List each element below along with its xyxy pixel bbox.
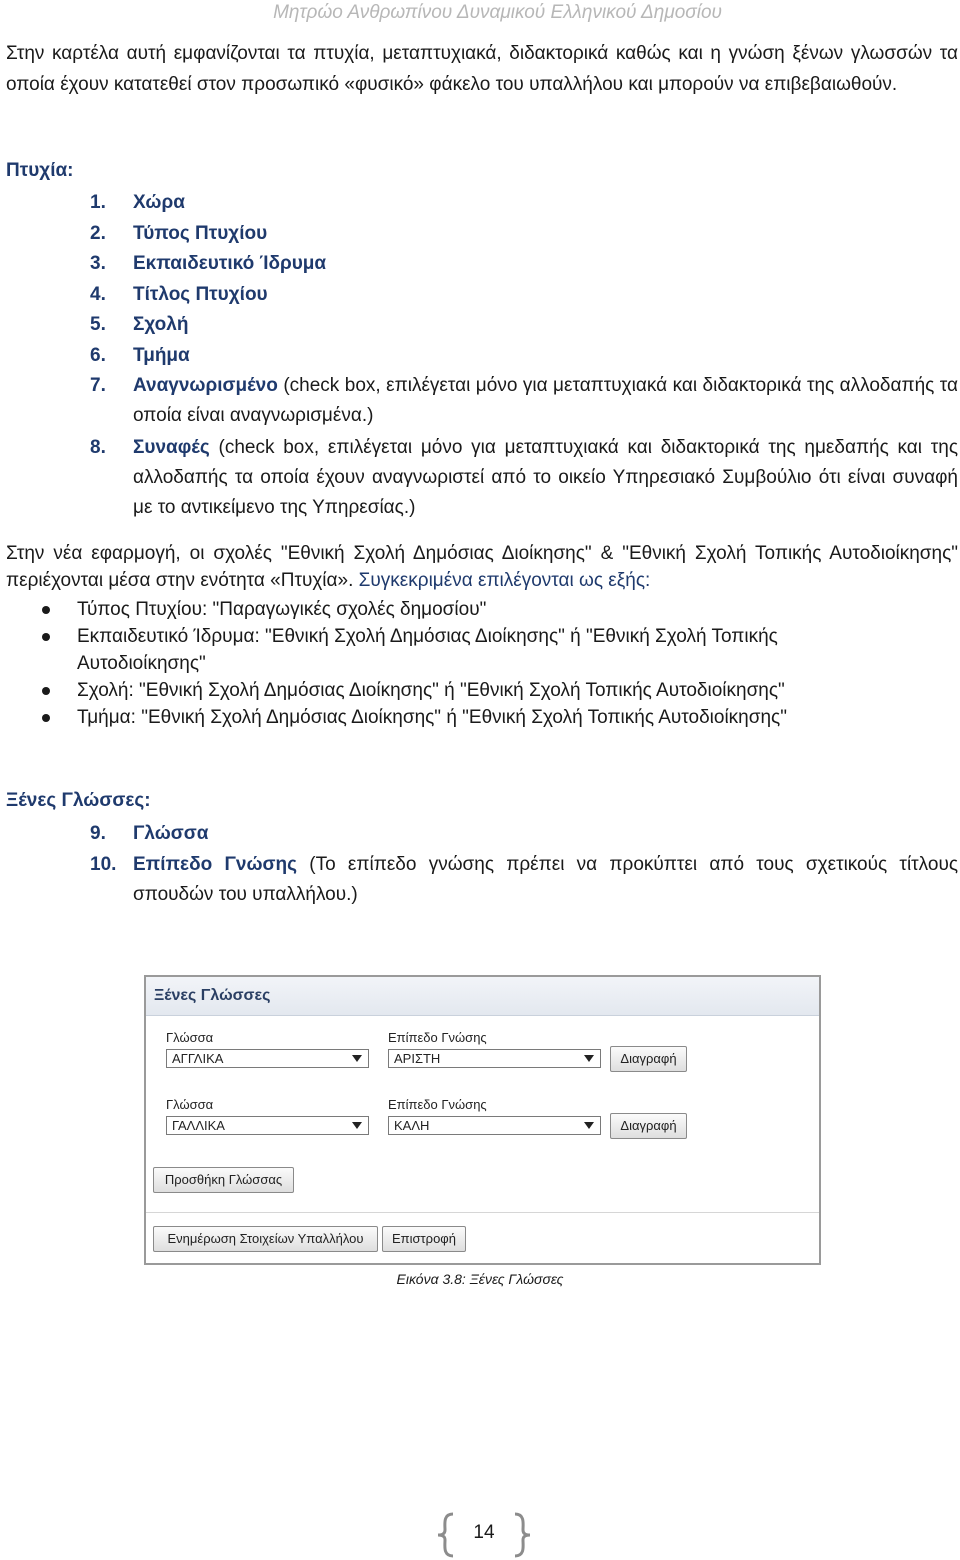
panel-title-bar [146, 977, 819, 1016]
foreign-languages-screenshot [144, 975, 821, 1265]
item-term: Αναγνωρισμένο [133, 375, 278, 396]
new-app-text-1: Στην νέα εφαρμογή, οι σχολές "Εθνική Σχολή Δημόσιας Διοίκησης" & "Εθνική Σχολή Τοπικής Αυτοδιοίκησης" περιέχονται μέσα στην ενότητα «Πτυχία». [6, 543, 958, 591]
back-button[interactable]: Επιστροφή [382, 1226, 466, 1252]
numbered-item [90, 433, 958, 523]
item-term: Γλώσσα [133, 823, 209, 844]
item-number: 5. [90, 314, 106, 335]
language-label: Γλώσσα [166, 1030, 214, 1045]
language-label: Γλώσσα [166, 1097, 214, 1112]
bullet-item: Τύπος Πτυχίου: "Παραγωγικές σχολές δημοσίου" [6, 596, 958, 623]
item-text [133, 219, 958, 249]
dropdown-arrow-icon [352, 1055, 362, 1062]
item-term: Εκπαιδευτικό Ίδρυμα [133, 253, 327, 274]
level-label: Επίπεδο Γνώσης [388, 1097, 487, 1112]
numbered-item [90, 188, 958, 218]
update-employee-button[interactable]: Ενημέρωση Στοιχείων Υπαλλήλου [153, 1226, 378, 1252]
level-select[interactable]: ΚΑΛΗ [388, 1116, 601, 1135]
item-text [133, 310, 958, 340]
item-number: 2. [90, 223, 106, 244]
bullet-item: Εκπαιδευτικό Ίδρυμα: "Εθνική Σχολή Δημόσιας Διοίκησης" ή "Εθνική Σχολή Τοπικής Αυτοδιοίκησης" [6, 623, 837, 677]
item-text [133, 819, 958, 849]
delete-button[interactable]: Διαγραφή [610, 1113, 687, 1139]
degrees-heading: Πτυχία: [6, 160, 74, 181]
dropdown-arrow-icon [584, 1122, 594, 1129]
intro-paragraph: Στην καρτέλα αυτή εμφανίζονται τα πτυχία, μεταπτυχιακά, διδακτορικά καθώς και η γνώση ξένων γλωσσών τα οποία έχουν κατατεθεί στον προσωπικό «φυσικό» φάκελο του υπαλλήλου και μπορούν να επιβεβαιωθούν. [6, 43, 958, 95]
bullet-dot-icon [42, 714, 50, 722]
bullet-item: Σχολή: "Εθνική Σχολή Δημόσιας Διοίκησης" ή "Εθνική Σχολή Τοπικής Αυτοδιοίκησης" [6, 677, 958, 704]
numbered-item [90, 219, 958, 249]
item-term: Τμήμα [133, 345, 190, 366]
numbered-item [90, 341, 958, 371]
item-text [133, 280, 958, 310]
item-term: Τύπος Πτυχίου [133, 223, 268, 244]
add-language-button[interactable]: Προσθήκη Γλώσσας [153, 1167, 294, 1193]
new-app-text-2: Συγκεκριμένα επιλέγονται ως εξής: [358, 570, 651, 591]
item-number: 9. [90, 823, 106, 844]
numbered-item [90, 850, 958, 910]
language-select[interactable]: ΓΑΛΛΙΚΑ [166, 1116, 369, 1135]
bullet-dot-icon [42, 633, 50, 641]
item-number: 7. [90, 375, 106, 396]
numbered-item [90, 249, 958, 279]
item-text [133, 249, 958, 279]
item-term: Επίπεδο Γνώσης [133, 854, 297, 875]
item-number: 3. [90, 253, 106, 274]
item-description: (Το επίπεδο γνώσης πρέπει να προκύπτει από τους σχετικούς τίτλους σπουδών του υπαλλήλου.) [133, 854, 958, 905]
item-text [133, 371, 958, 431]
panel-title: Ξένες Γλώσσες [154, 987, 271, 1004]
item-number: 4. [90, 284, 106, 305]
item-term: Χώρα [133, 192, 185, 213]
languages-heading: Ξένες Γλώσσες: [6, 790, 151, 811]
bullet-dot-icon [42, 687, 50, 695]
item-description: (check box, επιλέγεται μόνο για μεταπτυχιακά και διδακτορικά της αλλοδαπής τα οποία είναι αναγνωρισμένα.) [133, 375, 958, 426]
dropdown-arrow-icon [584, 1055, 594, 1062]
dropdown-arrow-icon [352, 1122, 362, 1129]
panel-divider [146, 1212, 819, 1213]
item-text [133, 341, 958, 371]
item-number: 8. [90, 437, 106, 458]
numbered-item [90, 819, 958, 849]
delete-button[interactable]: Διαγραφή [610, 1046, 687, 1072]
item-term: Συναφές [133, 437, 210, 458]
language-select[interactable]: ΑΓΓΛΙΚΑ [166, 1049, 369, 1068]
figure-caption: Εικόνα 3.8: Ξένες Γλώσσες [396, 1271, 564, 1287]
page-number: 14 [473, 1522, 495, 1543]
item-number: 10. [90, 854, 117, 875]
level-label: Επίπεδο Γνώσης [388, 1030, 487, 1045]
item-text [133, 188, 958, 218]
item-term: Σχολή [133, 314, 189, 335]
bullet-item: Τμήμα: "Εθνική Σχολή Δημόσιας Διοίκησης" ή "Εθνική Σχολή Τοπικής Αυτοδιοίκησης" [6, 704, 958, 731]
numbered-item [90, 310, 958, 340]
new-app-paragraph [6, 540, 958, 594]
numbered-item [90, 280, 958, 310]
item-number: 6. [90, 345, 106, 366]
level-select[interactable]: ΑΡΙΣΤΗ [388, 1049, 601, 1068]
item-term: Τίτλος Πτυχίου [133, 284, 268, 305]
numbered-item [90, 371, 958, 431]
item-text [133, 433, 958, 523]
item-description: (check box, επιλέγεται μόνο για μεταπτυχιακά και διδακτορικά της ημεδαπής και της αλλοδαπής τα οποία έχουν αναγνωριστεί από το οικείο Υπηρεσιακό Συμβούλιο ότι είναι συναφή με το αντικείμενο της Υπηρεσίας.) [133, 437, 958, 518]
school-selection-bullets [6, 596, 958, 731]
item-number: 1. [90, 192, 106, 213]
bullet-dot-icon [42, 606, 50, 614]
page-footer [437, 1512, 531, 1558]
item-text [133, 850, 958, 910]
running-header: Μητρώο Ανθρωπίνου Δυναμικού Ελληνικού Δημοσίου [273, 2, 722, 23]
